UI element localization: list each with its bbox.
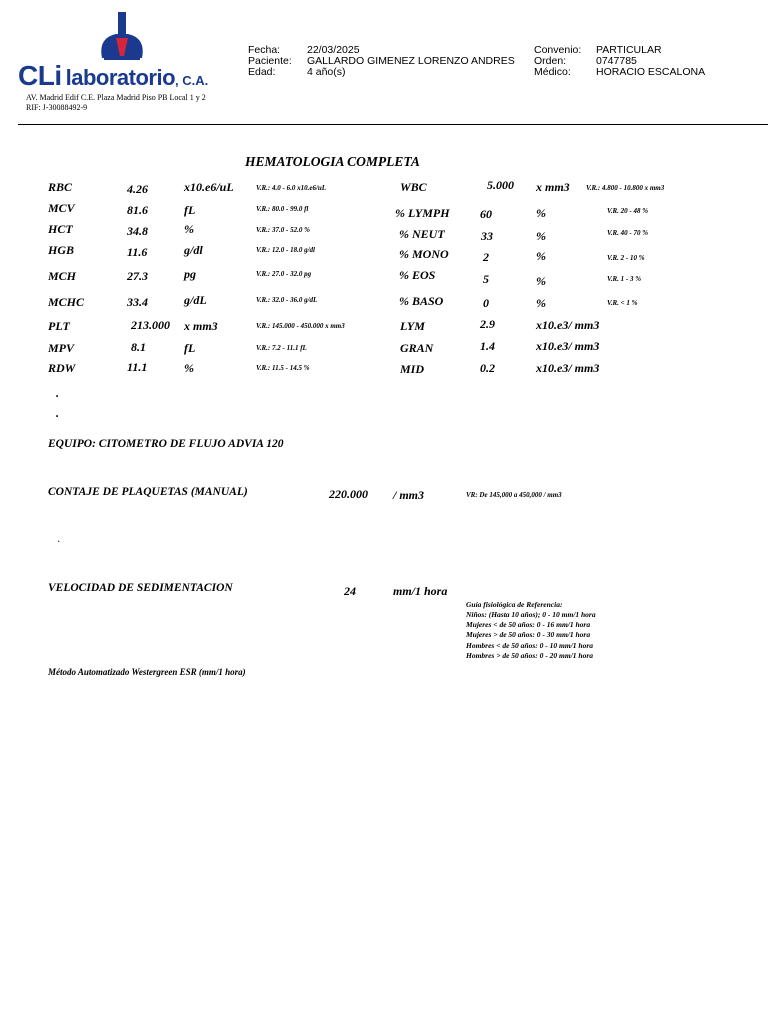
vsg-ref-line: Mujeres < de 50 años: 0 - 16 mm/1 hora bbox=[466, 620, 591, 629]
test-ref: V.R.: 145.000 - 450.000 x mm3 bbox=[256, 322, 345, 330]
logo-brand: CLi bbox=[18, 60, 62, 91]
test-ref: V.R. < 1 % bbox=[607, 299, 638, 307]
test-name: MCH bbox=[48, 269, 77, 283]
test-name: % LYMPH bbox=[395, 206, 450, 220]
edad-value: 4 año(s) bbox=[307, 66, 346, 78]
test-value: 2 bbox=[483, 250, 489, 264]
test-unit: g/dL bbox=[184, 293, 207, 307]
orden-label: Orden: bbox=[534, 55, 567, 67]
test-value: 81.6 bbox=[127, 203, 148, 217]
edad-label: Edad: bbox=[248, 66, 276, 78]
paciente-label: Paciente: bbox=[248, 55, 292, 67]
test-name: RBC bbox=[48, 180, 73, 194]
plaquetas-unit: / mm3 bbox=[393, 488, 425, 502]
medico-value: HORACIO ESCALONA bbox=[596, 66, 706, 78]
test-ref: V.R.: 4.0 - 6.0 x10.e6/uL bbox=[256, 184, 327, 192]
test-value: 2.9 bbox=[480, 317, 495, 331]
test-unit: % bbox=[536, 249, 546, 263]
metodo-text: Método Automatizado Westergreen ESR (mm/1 hora) bbox=[48, 667, 246, 677]
test-value: 0.2 bbox=[480, 361, 495, 375]
test-ref: V.R. 20 - 48 % bbox=[607, 207, 649, 215]
test-name: % NEUT bbox=[399, 227, 445, 241]
test-value: 27.3 bbox=[127, 269, 148, 283]
spacer-dot: . bbox=[56, 386, 59, 400]
test-name: HCT bbox=[48, 222, 73, 236]
vsg-ref-line: Guía fisiológica de Referencia: bbox=[466, 600, 563, 609]
orden-value: 0747785 bbox=[596, 55, 637, 67]
test-value: 60 bbox=[480, 207, 492, 221]
test-ref: V.R.: 27.0 - 32.0 pg bbox=[256, 270, 312, 278]
test-unit: x mm3 bbox=[536, 180, 570, 194]
test-unit: x mm3 bbox=[184, 319, 218, 333]
test-ref: V.R. 40 - 70 % bbox=[607, 229, 649, 237]
convenio-value: PARTICULAR bbox=[596, 44, 662, 56]
test-name: % BASO bbox=[399, 294, 444, 308]
test-unit: % bbox=[536, 296, 546, 310]
test-value: 34.8 bbox=[127, 224, 148, 238]
lab-logo bbox=[18, 10, 248, 100]
plaquetas-ref: VR: De 145,000 a 450,000 / mm3 bbox=[466, 491, 562, 499]
test-name: GRAN bbox=[400, 341, 434, 355]
test-name: WBC bbox=[400, 180, 427, 194]
test-ref: V.R.: 37.0 - 52.0 % bbox=[256, 226, 310, 234]
test-ref: V.R.: 80.0 - 99.0 fl bbox=[256, 205, 309, 213]
test-value: 1.4 bbox=[480, 339, 495, 353]
flask-icon bbox=[94, 10, 154, 62]
test-value: 33.4 bbox=[127, 295, 148, 309]
test-value: 5.000 bbox=[487, 178, 514, 192]
vsg-value: 24 bbox=[344, 584, 356, 598]
test-name: MPV bbox=[48, 341, 75, 355]
test-name: PLT bbox=[48, 319, 70, 333]
test-unit: % bbox=[184, 361, 194, 375]
test-unit: fL bbox=[184, 203, 196, 217]
test-unit: % bbox=[536, 229, 546, 243]
vsg-label: VELOCIDAD DE SEDIMENTACION bbox=[48, 582, 233, 594]
test-unit: x10.e3/ mm3 bbox=[536, 318, 600, 332]
fecha-label: Fecha: bbox=[248, 44, 281, 56]
plaquetas-value: 220.000 bbox=[329, 487, 368, 501]
vsg-ref-line: Hombres < de 50 años: 0 - 10 mm/1 hora bbox=[466, 641, 593, 650]
medico-label: Médico: bbox=[534, 66, 571, 78]
test-ref: V.R.: 4.800 - 10.800 x mm3 bbox=[586, 184, 665, 192]
test-name: RDW bbox=[48, 361, 76, 375]
plaquetas-label: CONTAJE DE PLAQUETAS (MANUAL) bbox=[48, 486, 248, 498]
vsg-ref-line: Niños: (Hasta 10 años); 0 - 10 mm/1 hora bbox=[466, 610, 596, 619]
test-value: 4.26 bbox=[127, 182, 148, 196]
test-name: % MONO bbox=[399, 247, 449, 261]
logo-suffix: , C.A. bbox=[175, 73, 209, 88]
test-unit: x10.e3/ mm3 bbox=[536, 339, 600, 353]
test-ref: V.R.: 12.0 - 18.0 g/dl bbox=[256, 246, 315, 254]
test-value: 213.000 bbox=[131, 318, 170, 332]
test-ref: V.R.: 11.5 - 14.5 % bbox=[256, 364, 310, 372]
logo-name: laboratorio bbox=[65, 65, 176, 90]
test-name: MID bbox=[400, 362, 425, 376]
test-name: HGB bbox=[48, 243, 75, 257]
test-ref: V.R.: 7.2 - 11.1 fL bbox=[256, 344, 307, 352]
spacer-dot: . bbox=[56, 406, 59, 420]
test-name: MCHC bbox=[48, 295, 85, 309]
test-unit: % bbox=[536, 274, 546, 288]
header-divider bbox=[18, 124, 768, 125]
test-ref: V.R.: 32.0 - 36.0 g/dL bbox=[256, 296, 318, 304]
test-unit: x10.e3/ mm3 bbox=[536, 361, 600, 375]
test-name: MCV bbox=[48, 201, 75, 215]
test-value: 5 bbox=[483, 272, 489, 286]
equipo-text: EQUIPO: CITOMETRO DE FLUJO ADVIA 120 bbox=[48, 438, 284, 450]
vsg-ref-line: Hombres > de 50 años: 0 - 20 mm/1 hora bbox=[466, 651, 593, 660]
vsg-ref-line: Mujeres > de 50 años: 0 - 30 mm/1 hora bbox=[466, 630, 591, 639]
lab-address: AV. Madrid Edif C.E. Plaza Madrid Piso PB Local 1 y 2 bbox=[26, 93, 206, 102]
test-unit: pg bbox=[184, 267, 196, 281]
convenio-label: Convenio: bbox=[534, 44, 582, 56]
section-title: HEMATOLOGIA COMPLETA bbox=[245, 154, 420, 169]
test-value: 0 bbox=[483, 296, 489, 310]
test-ref: V.R. 1 - 3 % bbox=[607, 275, 642, 283]
test-name: % EOS bbox=[399, 268, 436, 282]
test-unit: % bbox=[536, 206, 546, 220]
test-name: LYM bbox=[400, 319, 425, 333]
vsg-unit: mm/1 hora bbox=[393, 584, 448, 598]
test-unit: fL bbox=[184, 341, 196, 355]
test-ref: V.R. 2 - 10 % bbox=[607, 254, 645, 262]
test-value: 11.6 bbox=[127, 245, 148, 259]
spacer-dot: . bbox=[58, 535, 60, 544]
lab-rif: RIF: J-30088492-9 bbox=[26, 103, 88, 112]
fecha-value: 22/03/2025 bbox=[307, 44, 360, 56]
test-unit: % bbox=[184, 222, 194, 236]
test-value: 8.1 bbox=[131, 340, 146, 354]
paciente-value: GALLARDO GIMENEZ LORENZO ANDRES bbox=[307, 55, 515, 67]
test-value: 33 bbox=[481, 229, 493, 243]
test-unit: x10.e6/uL bbox=[184, 180, 234, 194]
test-unit: g/dl bbox=[184, 243, 203, 257]
test-value: 11.1 bbox=[127, 360, 148, 374]
